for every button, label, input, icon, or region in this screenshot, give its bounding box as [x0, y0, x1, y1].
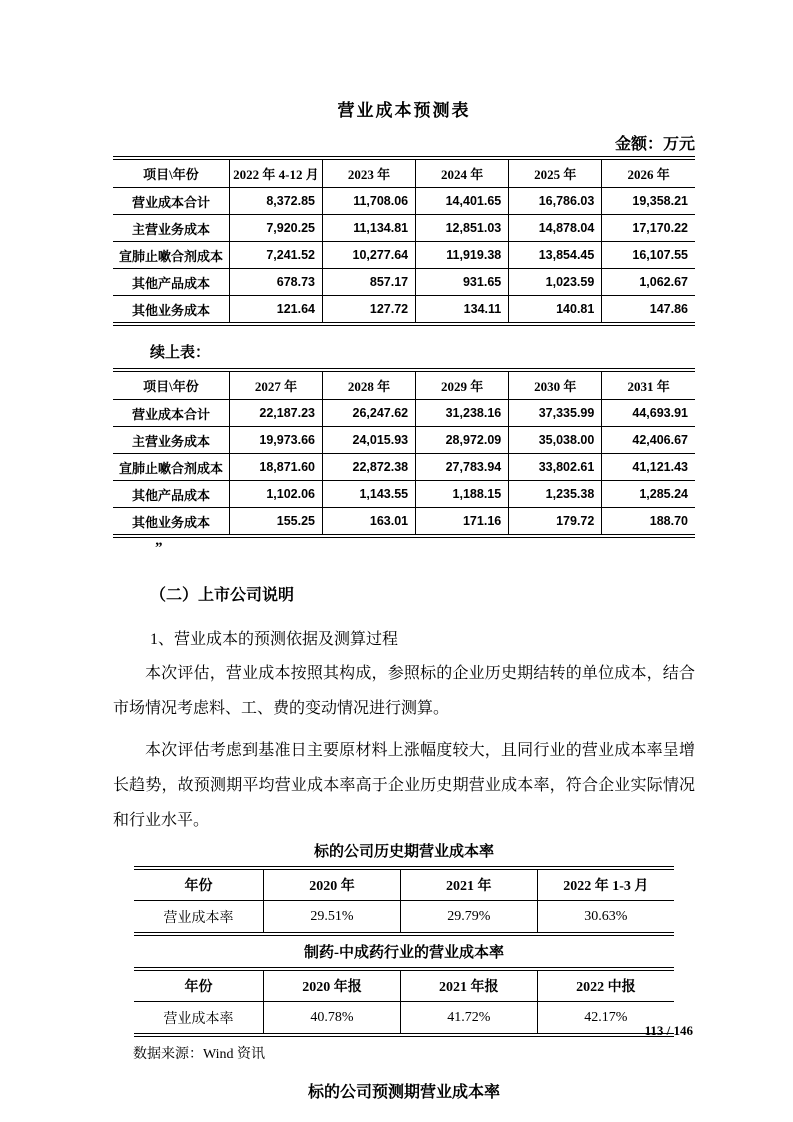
row-label: 其他产品成本 — [113, 269, 229, 296]
value-cell: 11,919.38 — [416, 242, 509, 269]
value-cell: 8,372.85 — [229, 188, 322, 215]
table-row — [113, 427, 695, 454]
value-cell: 42,406.67 — [602, 427, 695, 454]
cost-forecast-table-2022-2026 — [113, 156, 695, 326]
subsection-heading: 1、营业成本的预测依据及测算过程 — [150, 631, 399, 648]
table-row — [113, 242, 695, 269]
value-cell: 134.11 — [416, 296, 509, 325]
value-cell: 1,023.59 — [509, 269, 602, 296]
row-label: 宣肺止嗽合剂成本 — [113, 454, 229, 481]
row-label: 宣肺止嗽合剂成本 — [113, 242, 229, 269]
row-label: 营业成本合计 — [113, 188, 229, 215]
row-label: 其他产品成本 — [113, 481, 229, 508]
value-cell: 7,920.25 — [229, 215, 322, 242]
value-cell: 16,107.55 — [602, 242, 695, 269]
value-cell: 13,854.45 — [509, 242, 602, 269]
value-cell: 1,285.24 — [602, 481, 695, 508]
header-cell: 2028 年 — [323, 370, 416, 400]
header-cell: 2024 年 — [416, 158, 509, 188]
row-label: 主营业务成本 — [113, 427, 229, 454]
row-label: 其他业务成本 — [113, 508, 229, 537]
row-label: 营业成本率 — [134, 1002, 264, 1036]
value-cell: 12,851.03 — [416, 215, 509, 242]
section-heading: （二）上市公司说明 — [150, 587, 295, 604]
value-cell: 179.72 — [509, 508, 602, 537]
header-cell: 2023 年 — [323, 158, 416, 188]
value-cell: 1,235.38 — [509, 481, 602, 508]
value-cell: 29.51% — [264, 901, 401, 935]
table-row — [134, 1002, 674, 1036]
value-cell: 44,693.91 — [602, 400, 695, 427]
table-header-row — [134, 969, 674, 1002]
value-cell: 931.65 — [416, 269, 509, 296]
value-cell: 19,358.21 — [602, 188, 695, 215]
header-cell: 2027 年 — [229, 370, 322, 400]
header-cell: 2022 年 1-3 月 — [537, 868, 674, 901]
value-cell: 17,170.22 — [602, 215, 695, 242]
value-cell: 7,241.52 — [229, 242, 322, 269]
paragraph: 本次评估，营业成本按照其构成，参照标的企业历史期结转的单位成本，结合市场情况考虑料、工、费的变动情况进行测算。 — [113, 665, 695, 717]
value-cell: 16,786.03 — [509, 188, 602, 215]
value-cell: 22,187.23 — [229, 400, 322, 427]
table-header-row — [113, 370, 695, 400]
header-cell: 2025 年 — [509, 158, 602, 188]
value-cell: 11,134.81 — [323, 215, 416, 242]
value-cell: 163.01 — [323, 508, 416, 537]
header-cell: 2029 年 — [416, 370, 509, 400]
value-cell: 31,238.16 — [416, 400, 509, 427]
table-row — [134, 901, 674, 935]
header-cell: 年份 — [134, 969, 264, 1002]
historical-cost-ratio-table — [134, 866, 674, 936]
value-cell: 26,247.62 — [323, 400, 416, 427]
value-cell: 147.86 — [649, 302, 688, 316]
value-cell: 140.81 — [509, 296, 602, 325]
value-cell: 29.79% — [400, 901, 537, 935]
table-row — [113, 400, 695, 427]
industry-ratio-table-title: 制药-中成药行业的营业成本率 — [304, 945, 504, 961]
paragraph: 本次评估考虑到基准日主要原材料上涨幅度较大，且同行业的营业成本率呈增长趋势，故预测期平均营业成本率高于企业历史期营业成本率，符合企业实际情况和行业水平。 — [113, 742, 695, 829]
value-cell: 37,335.99 — [509, 400, 602, 427]
value-cell: 155.25 — [229, 508, 322, 537]
value-cell: 1,102.06 — [229, 481, 322, 508]
value-cell: 14,401.65 — [416, 188, 509, 215]
data-source-note: 数据来源：Wind 资讯 — [133, 1047, 266, 1062]
header-cell: 2020 年报 — [264, 969, 401, 1002]
page-number: 113 / 146 — [644, 1023, 693, 1038]
value-cell: 127.72 — [323, 296, 416, 325]
value-cell: 22,872.38 — [323, 454, 416, 481]
value-cell: 188.70 — [649, 514, 688, 528]
value-cell: 18,871.60 — [229, 454, 322, 481]
table-row — [113, 296, 695, 325]
table-row — [113, 215, 695, 242]
value-cell: 30.63% — [584, 908, 628, 924]
page-content — [0, 96, 793, 1102]
value-cell: 33,802.61 — [509, 454, 602, 481]
header-cell: 2022 中报 — [537, 969, 674, 1002]
value-cell: 121.64 — [229, 296, 322, 325]
industry-cost-ratio-table — [134, 967, 674, 1037]
forecast-table-title: 营业成本预测表 — [337, 101, 471, 120]
value-cell: 40.78% — [264, 1002, 401, 1036]
header-cell: 年份 — [134, 868, 264, 901]
table-row — [113, 481, 695, 508]
row-label: 其他业务成本 — [113, 296, 229, 325]
value-cell: 41,121.43 — [602, 454, 695, 481]
value-cell: 35,038.00 — [509, 427, 602, 454]
cost-forecast-table-2027-2031 — [113, 368, 695, 538]
row-label: 营业成本合计 — [113, 400, 229, 427]
header-cell: 2021 年 — [400, 868, 537, 901]
table-row — [113, 188, 695, 215]
value-cell: 1,188.15 — [416, 481, 509, 508]
header-cell: 2026 年 — [602, 158, 695, 188]
unit-note: 金额：万元 — [614, 136, 695, 153]
value-cell: 11,708.06 — [323, 188, 416, 215]
header-cell: 2030 年 — [509, 370, 602, 400]
value-cell: 14,878.04 — [509, 215, 602, 242]
value-cell: 41.72% — [400, 1002, 537, 1036]
value-cell: 24,015.93 — [323, 427, 416, 454]
row-label: 营业成本率 — [134, 901, 264, 935]
header-cell: 项目\年份 — [113, 158, 229, 188]
header-cell: 2022 年 4-12 月 — [229, 158, 322, 188]
table-row — [113, 508, 695, 537]
value-cell: 28,972.09 — [416, 427, 509, 454]
value-cell: 1,062.67 — [602, 269, 695, 296]
forecast-ratio-table-title: 标的公司预测期营业成本率 — [307, 1084, 500, 1101]
header-cell: 2031 年 — [602, 370, 695, 400]
table-header-row — [134, 868, 674, 901]
row-label: 主营业务成本 — [113, 215, 229, 242]
table-row — [113, 269, 695, 296]
value-cell: 19,973.66 — [229, 427, 322, 454]
value-cell: 42.17% — [584, 1009, 628, 1025]
header-cell: 2020 年 — [264, 868, 401, 901]
header-cell: 项目\年份 — [113, 370, 229, 400]
continued-label: 续上表： — [150, 345, 211, 361]
table-header-row — [113, 158, 695, 188]
closing-quote-mark: ” — [155, 540, 163, 556]
table-row — [113, 454, 695, 481]
header-cell: 2021 年报 — [400, 969, 537, 1002]
value-cell: 678.73 — [229, 269, 322, 296]
value-cell: 857.17 — [323, 269, 416, 296]
value-cell: 10,277.64 — [323, 242, 416, 269]
value-cell: 1,143.55 — [323, 481, 416, 508]
value-cell: 27,783.94 — [416, 454, 509, 481]
historical-ratio-table-title: 标的公司历史期营业成本率 — [313, 844, 494, 860]
value-cell: 171.16 — [416, 508, 509, 537]
